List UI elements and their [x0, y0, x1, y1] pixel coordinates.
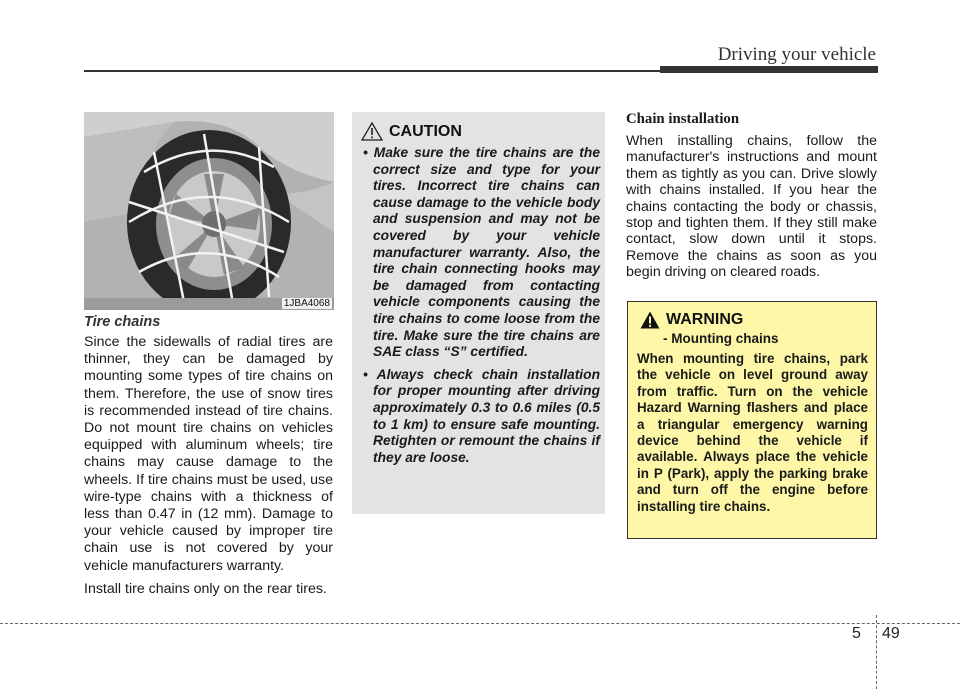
caution-item: • Always check chain installation for proper mounting after driving approximately 0.3 to 0.6 miles (0.5 to 1 km) to ensure safe mounting. Retighten or remount the chains if they are loose. [363, 366, 600, 465]
footer-dashed-rule [0, 623, 960, 624]
tire-chains-paragraph: Since the sidewalls of radial tires are thinner, they can be damaged by mounting some types of tire chains on them. Therefore, the use of snow tires is recommended instead of tire chains. Do not mount tire chains on vehicles equipped with aluminum wheels; tire chains may cause damage to the wheels. If tire chains must be used, use wire-type chains with a thickness of less than 0.47 in (12 mm). Damage to your vehicle caused by improper tire chain use is not covered by your vehicle manufacturers warranty. [84, 334, 333, 574]
caution-triangle-icon [361, 122, 383, 141]
caution-item: • Make sure the tire chains are the correct size and type for your tires. Incorrect tire chains can cause damage to the vehicle body and suspension and may not be covered by your vehicle manufacturer warranty. Also, the tire chain connecting hooks may be damaged from contacting vehicle components causing the tire chains to come loose from the tire. Make sure the tire chains are SAE class “S” certified. [363, 145, 600, 360]
caution-list [361, 145, 600, 466]
tire-chains-heading: Tire chains [84, 314, 161, 330]
caution-box [352, 112, 605, 514]
tire-chain-photo [84, 112, 334, 310]
warning-triangle-icon [640, 311, 660, 329]
chain-installation-heading: Chain installation [626, 111, 740, 127]
warning-title: WARNING [666, 311, 744, 328]
warning-subtitle: - Mounting chains [663, 331, 779, 346]
footer-dashed-divider [876, 615, 877, 689]
caution-header [361, 122, 600, 141]
tire-chains-section [84, 314, 333, 604]
warning-box [627, 301, 877, 539]
caution-title: CAUTION [389, 122, 462, 140]
chain-installation-section [626, 111, 877, 281]
chain-installation-body: When installing chains, follow the manufacturer's instructions and mount them as tightly as you can. Drive slowly with chains installed. If you hear the chains contacting the body or chassis, stop and tighten them. If they still make contact, slow down until it stops. Remove the chains as soon as you begin driving on cleared roads. [626, 133, 877, 281]
page-number: 49 [882, 625, 900, 642]
section-title: Driving your vehicle [717, 44, 876, 65]
header-rule-thin [84, 70, 660, 72]
tire-chains-paragraph: Install tire chains only on the rear tires. [84, 580, 327, 597]
figure-code: 1JBA4068 [283, 298, 330, 309]
chapter-number: 5 [852, 625, 861, 642]
warning-body: When mounting tire chains, park the vehicle on level ground away from traffic. Turn on the vehicle Hazard Warning flashers and place a triangular emergency warning device behind the vehicle if available. Always place the vehicle in P (Park), apply the parking brake and turn off the engine before installing tire chains. [637, 351, 868, 514]
warning-header [640, 311, 868, 329]
header-rule-thick [660, 66, 878, 73]
